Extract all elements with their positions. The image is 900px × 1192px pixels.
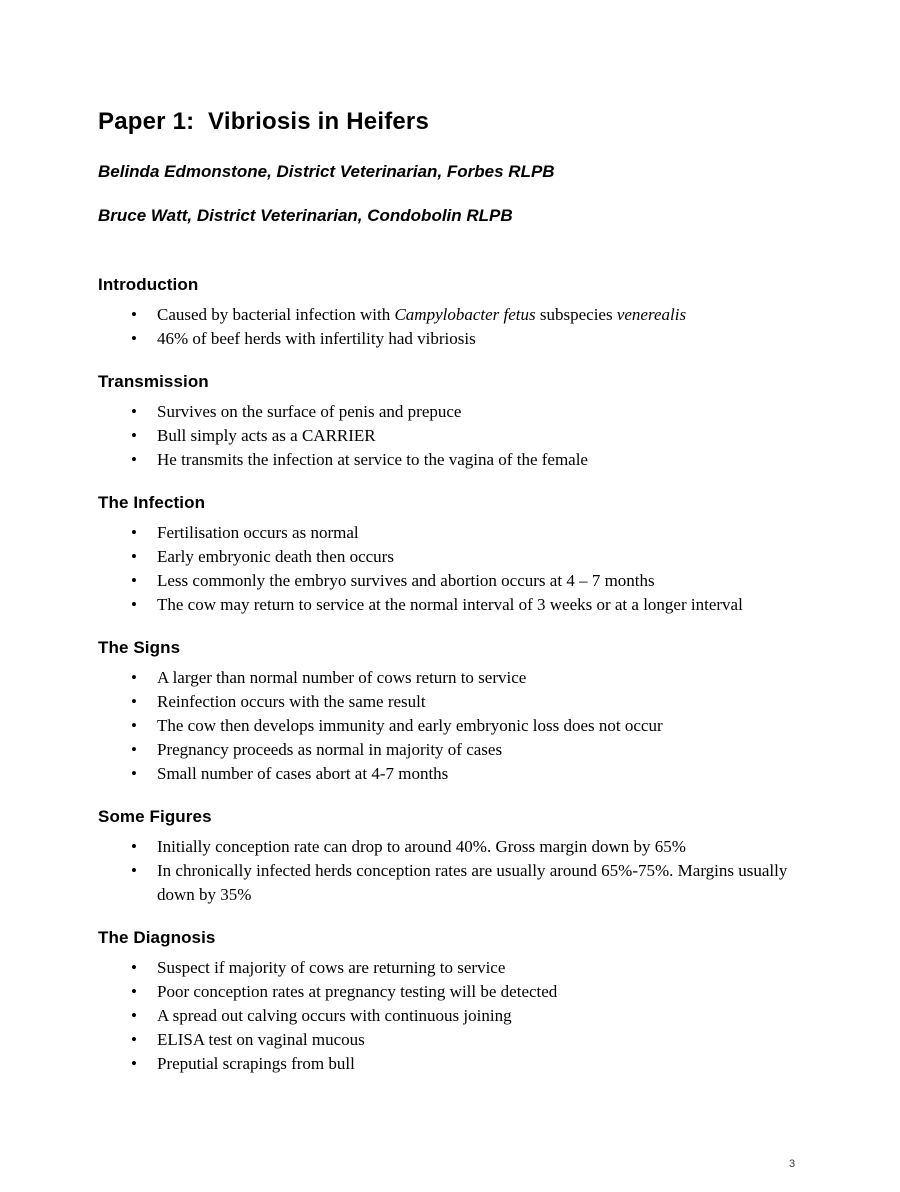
section-heading: Introduction [98, 275, 199, 294]
bullet-text-segment: ELISA test on vaginal mucous [157, 1030, 365, 1049]
bullet-text-segment: A larger than normal number of cows return to service [157, 668, 527, 687]
bullet-text-segment: Caused by bacterial infection with [157, 305, 395, 324]
bullet-text-segment: Preputial scrapings from bull [157, 1054, 355, 1073]
bullet-item [98, 593, 800, 617]
bullet-item [98, 327, 800, 351]
bullet-list [98, 666, 800, 786]
bullet-item [98, 1052, 800, 1076]
section-heading: The Diagnosis [98, 928, 216, 947]
bullet-text-segment: The cow may return to service at the normal interval of 3 weeks or at a longer interval [157, 595, 743, 614]
bullet-item [98, 859, 800, 907]
bullet-item [98, 690, 800, 714]
bullet-text-segment: Bull simply acts as a CARRIER [157, 426, 376, 445]
bullet-text-segment: venerealis [616, 305, 687, 324]
bullet-item [98, 1028, 800, 1052]
author-line: Belinda Edmonstone, District Veterinarian, Forbes RLPB [98, 162, 555, 181]
bullet-text-segment: A spread out calving occurs with continuous joining [157, 1006, 512, 1025]
bullet-item [98, 448, 800, 472]
bullet-text-segment: 46% of beef herds with infertility had vibriosis [157, 329, 476, 348]
document-section [98, 372, 800, 472]
bullet-item [98, 666, 800, 690]
document-section [98, 928, 800, 1076]
bullet-item [98, 1004, 800, 1028]
bullet-text-segment: subspecies [535, 305, 617, 324]
bullet-item [98, 835, 800, 859]
bullet-item [98, 424, 800, 448]
bullet-item [98, 545, 800, 569]
bullet-item [98, 738, 800, 762]
document-section [98, 807, 800, 907]
bullet-list [98, 400, 800, 472]
bullet-item [98, 714, 800, 738]
bullet-item [98, 762, 800, 786]
bullet-text-segment: Less commonly the embryo survives and abortion occurs at 4 – 7 months [157, 571, 655, 590]
author-line: Bruce Watt, District Veterinarian, Condobolin RLPB [98, 206, 513, 225]
bullet-text-segment: Suspect if majority of cows are returning to service [157, 958, 506, 977]
sections [98, 275, 800, 1076]
document-section [98, 638, 800, 786]
bullet-text-segment: Survives on the surface of penis and prepuce [157, 402, 462, 421]
bullet-text-segment: Small number of cases abort at 4-7 months [157, 764, 449, 783]
bullet-text-segment: The cow then develops immunity and early embryonic loss does not occur [157, 716, 663, 735]
bullet-list [98, 521, 800, 617]
document-section [98, 493, 800, 617]
section-heading: The Signs [98, 638, 181, 657]
bullet-text-segment: Fertilisation occurs as normal [157, 523, 359, 542]
page-title: Paper 1: Vibriosis in Heifers [98, 108, 430, 135]
bullet-text-segment: Pregnancy proceeds as normal in majority of cases [157, 740, 503, 759]
bullet-item [98, 303, 800, 327]
bullet-list [98, 956, 800, 1076]
bullet-text-segment: Poor conception rates at pregnancy testing will be detected [157, 982, 558, 1001]
bullet-text-segment: He transmits the infection at service to the vagina of the female [157, 450, 588, 469]
bullet-list [98, 835, 800, 907]
page-number: 3 [789, 1158, 796, 1170]
bullet-item [98, 400, 800, 424]
bullet-item [98, 956, 800, 980]
bullet-list [98, 303, 800, 351]
bullet-text-segment: Initially conception rate can drop to around 40%. Gross margin down by 65% [157, 837, 686, 856]
section-heading: Some Figures [98, 807, 212, 826]
bullet-text-segment: Reinfection occurs with the same result [157, 692, 426, 711]
bullet-text-segment: Campylobacter fetus [394, 305, 536, 324]
bullet-item [98, 521, 800, 545]
section-heading: Transmission [98, 372, 209, 391]
bullet-item [98, 980, 800, 1004]
bullet-text-segment: Early embryonic death then occurs [157, 547, 394, 566]
bullet-text-segment: In chronically infected herds conception rates are usually around 65%-75%. Margins usually down by 35% [157, 861, 788, 904]
section-heading: The Infection [98, 493, 206, 512]
bullet-item [98, 569, 800, 593]
document-section [98, 275, 800, 351]
